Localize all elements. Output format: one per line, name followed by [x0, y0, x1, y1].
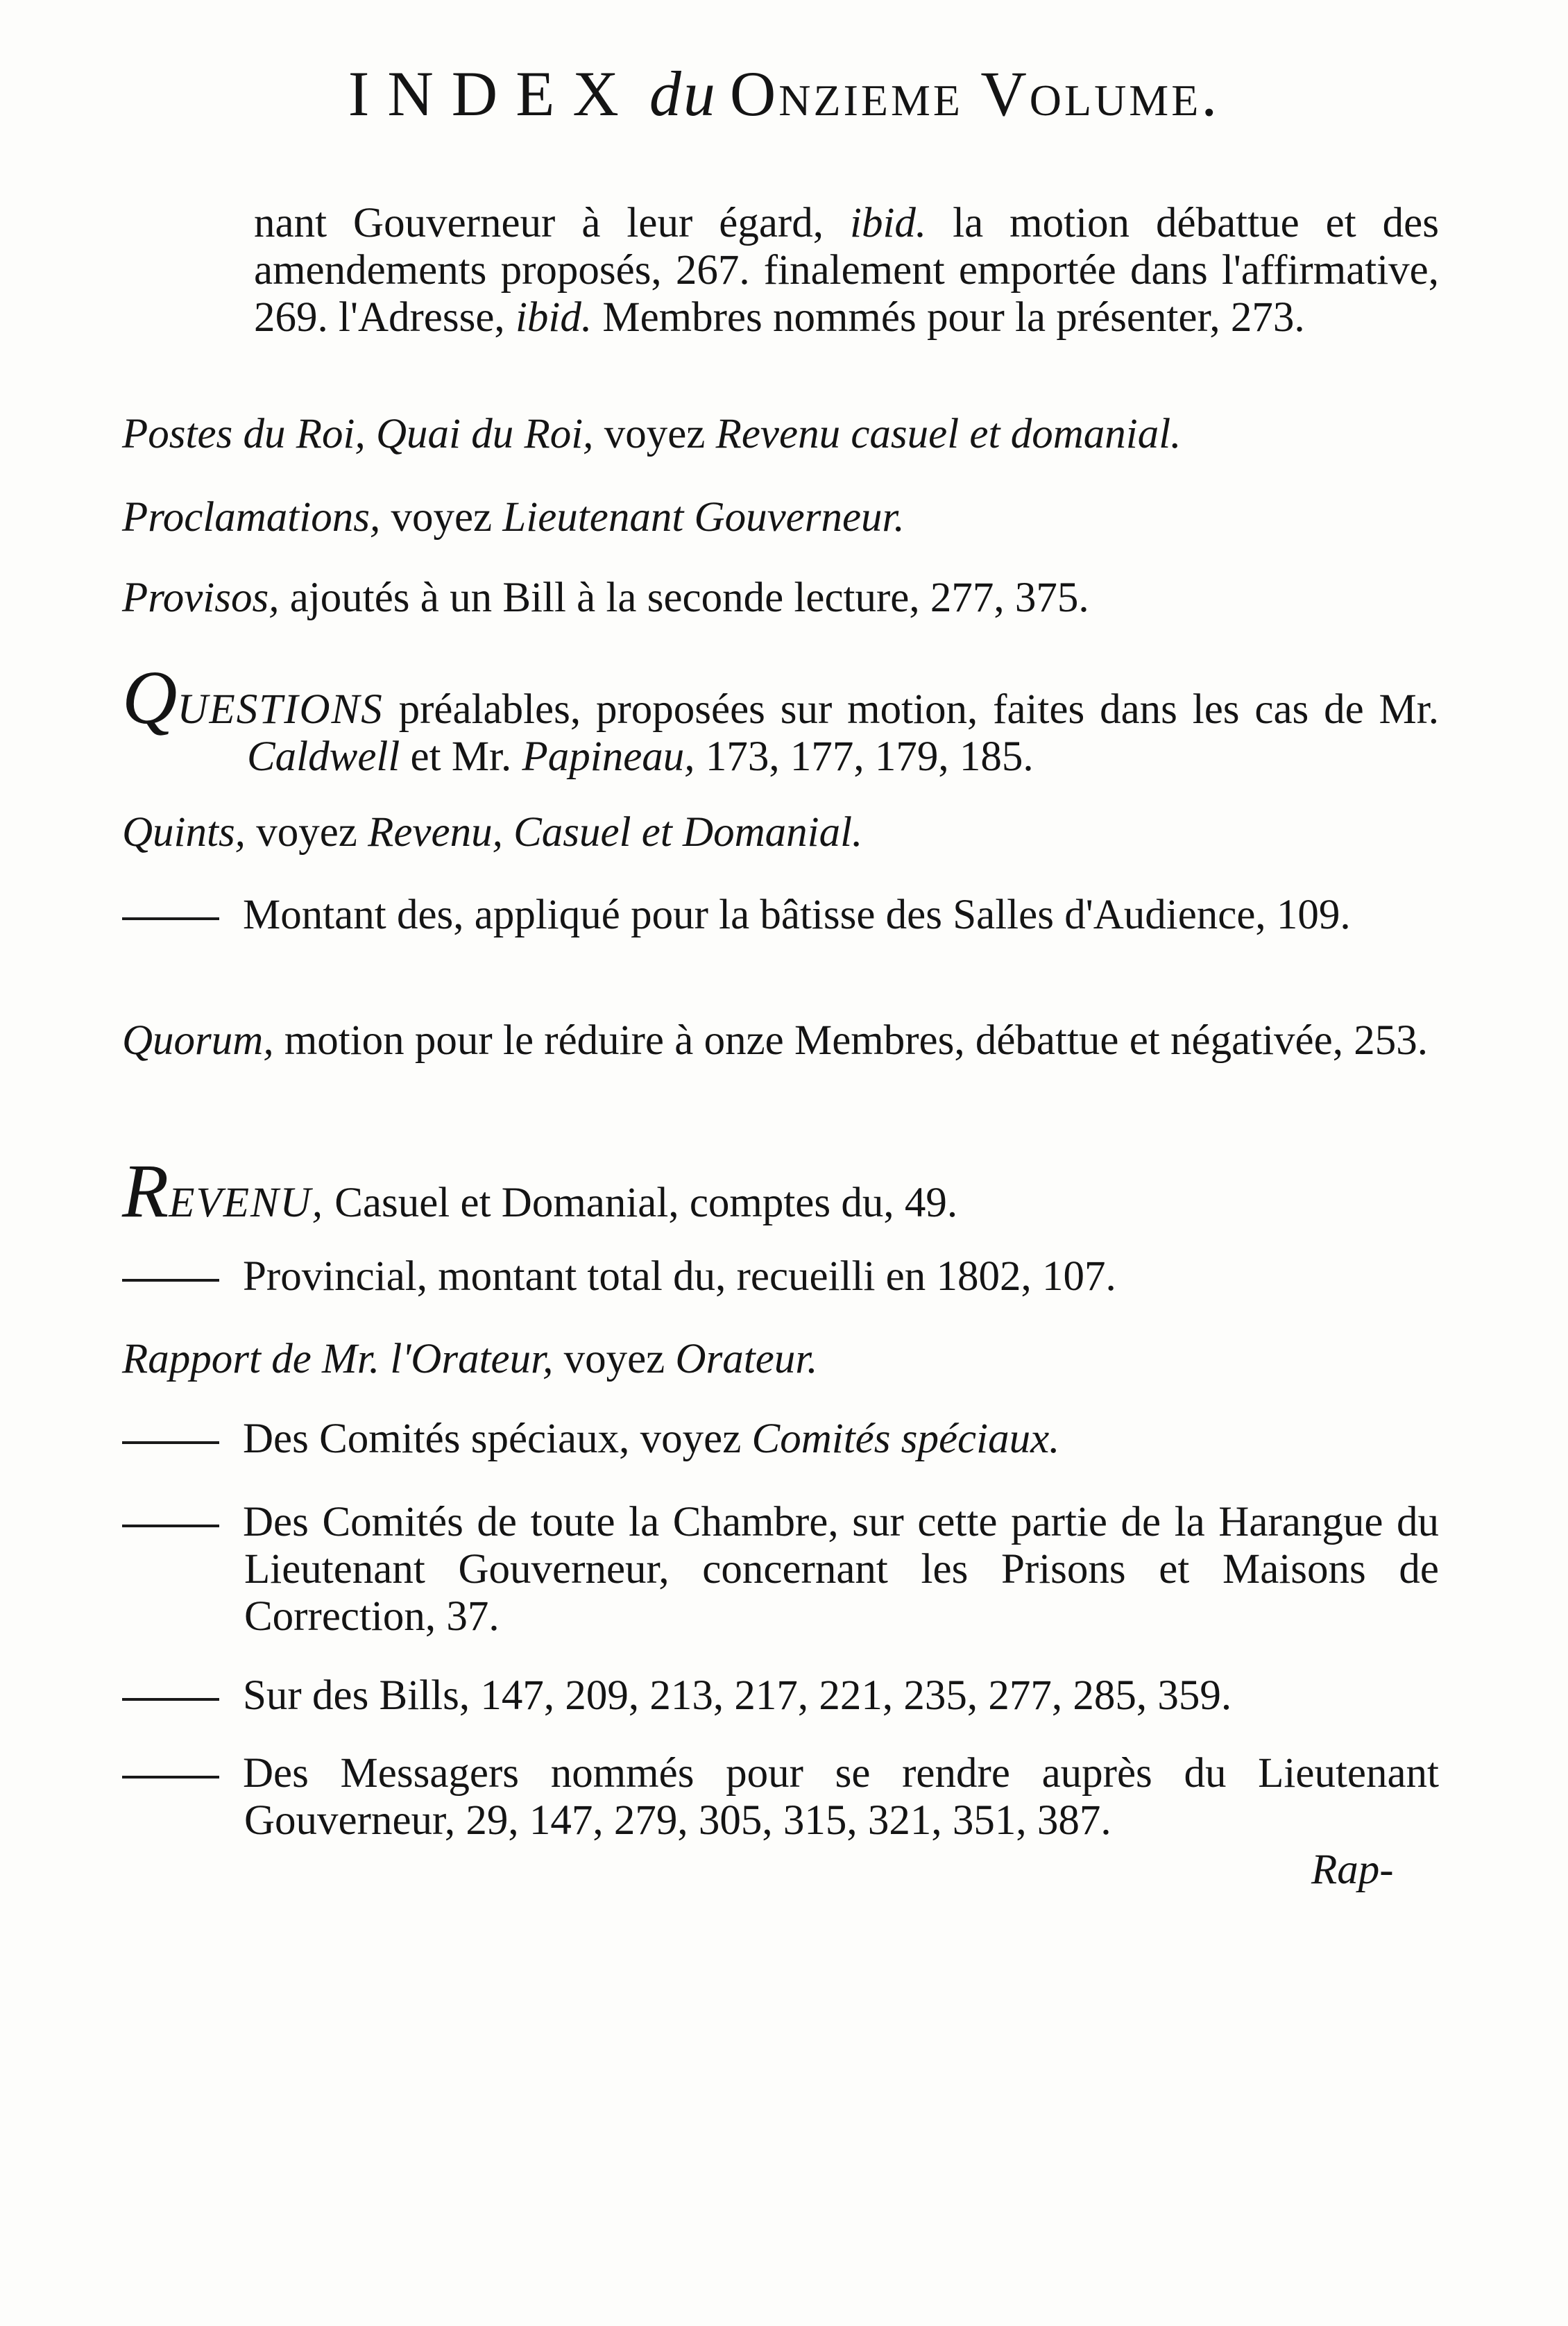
- index-entry-quorum: [122, 1017, 1439, 1064]
- ditto-dash: [122, 1776, 219, 1779]
- title-volume: Onzieme Volume.: [729, 58, 1220, 129]
- entry-text: Sur des Bills, 147, 209, 213, 217, 221, 235, 277, 285, 359.: [243, 1672, 1232, 1719]
- entry-text: 173, 177, 179, 185.: [694, 733, 1034, 780]
- entry-text: Membres nommés pour la présenter, 273.: [592, 294, 1305, 341]
- index-entry-montant: [122, 892, 1439, 939]
- entry-italic: Papineau,: [522, 733, 695, 780]
- entry-text: Casuel et Domanial, comptes du, 49.: [323, 1180, 958, 1226]
- entry-headword: Rapport de Mr. l'Orateur,: [122, 1336, 554, 1382]
- title-du: du: [649, 58, 717, 129]
- index-entry-rapport: [122, 1336, 1439, 1383]
- entry-text: voyez: [593, 411, 716, 457]
- entry-headword: Postes du Roi, Quai du Roi,: [122, 411, 594, 457]
- index-entry-provincial: [122, 1253, 1439, 1300]
- index-entry-revenu: [122, 1148, 1439, 1233]
- entry-text: voyez: [245, 809, 368, 856]
- entry-italic: Revenu, Casuel et Domanial.: [368, 809, 863, 856]
- entry-italic: Caldwell: [247, 733, 400, 780]
- entry-text: et Mr.: [400, 733, 522, 780]
- entry-italic: Lieutenant Gouverneur.: [502, 494, 905, 541]
- entry-headword: UESTIONS: [177, 686, 384, 733]
- title-index: INDEX: [348, 58, 637, 129]
- entry-italic: Comités spéciaux.: [751, 1416, 1060, 1462]
- entry-text: nant Gouverneur à leur égard,: [254, 200, 850, 246]
- entry-text: ajoutés à un Bill à la seconde lecture, 277, 375.: [279, 575, 1089, 621]
- entry-text: Des Comités spéciaux, voyez: [243, 1416, 752, 1462]
- entry-text: voyez: [380, 494, 503, 541]
- entry-text: voyez: [553, 1336, 676, 1382]
- drop-capital: R: [122, 1148, 169, 1233]
- index-entry-quints: [122, 809, 1439, 856]
- ditto-dash: [122, 1279, 219, 1282]
- index-entry-comites-chambre: [122, 1499, 1439, 1640]
- entry-headword: Quints,: [122, 809, 246, 856]
- index-entry-provisos: [122, 575, 1439, 622]
- entry-text: la motion débattue et des amendements proposés, 267. finalement emportée dans l'affirmative, 269. l'Adresse,: [254, 200, 1439, 341]
- index-entry-postes: [122, 411, 1439, 458]
- entry-headword: Quorum,: [122, 1017, 274, 1064]
- entry-text: Provincial, montant total du, recueilli en 1802, 107.: [243, 1253, 1116, 1300]
- index-entry-messagers: [122, 1750, 1439, 1844]
- ditto-dash: [122, 1525, 219, 1527]
- entry-headword: Proclamations,: [122, 494, 381, 541]
- entry-text: Des Comités de toute la Chambre, sur cette partie de la Harangue du Lieutenant Gouverneur, concernant les Prisons et Maisons de Correction, 37.: [243, 1499, 1439, 1640]
- entry-italic: Revenu casuel et domanial.: [715, 411, 1182, 457]
- entry-text: motion pour le réduire à onze Membres, débattue et négativée, 253.: [273, 1017, 1428, 1064]
- index-entry-continued: [254, 200, 1439, 341]
- index-entry-questions: [122, 655, 1439, 781]
- entry-italic: Orateur.: [675, 1336, 818, 1382]
- drop-capital: Q: [122, 655, 178, 740]
- index-entry-comites-speciaux: [122, 1416, 1439, 1463]
- entry-italic: ibid.: [850, 200, 927, 246]
- entry-text: préalables, proposées sur motion, faites dans les cas de Mr.: [383, 686, 1439, 733]
- catchword: Rap-: [1311, 1847, 1394, 1893]
- index-entry-bills: [122, 1672, 1439, 1720]
- ditto-dash: [122, 1441, 219, 1444]
- ditto-dash: [122, 1698, 219, 1701]
- entry-text: Montant des, appliqué pour la bâtisse des Salles d'Audience, 109.: [243, 892, 1351, 938]
- entry-headword: Provisos,: [122, 575, 280, 621]
- index-entry-proclamations: [122, 494, 1439, 541]
- ditto-dash: [122, 917, 219, 920]
- entry-headword: EVENU,: [169, 1180, 324, 1226]
- entry-italic: ibid.: [515, 294, 593, 341]
- entry-text: Des Messagers nommés pour se rendre auprès du Lieutenant Gouverneur, 29, 147, 279, 305, 315, 321, 351, 387.: [243, 1750, 1439, 1844]
